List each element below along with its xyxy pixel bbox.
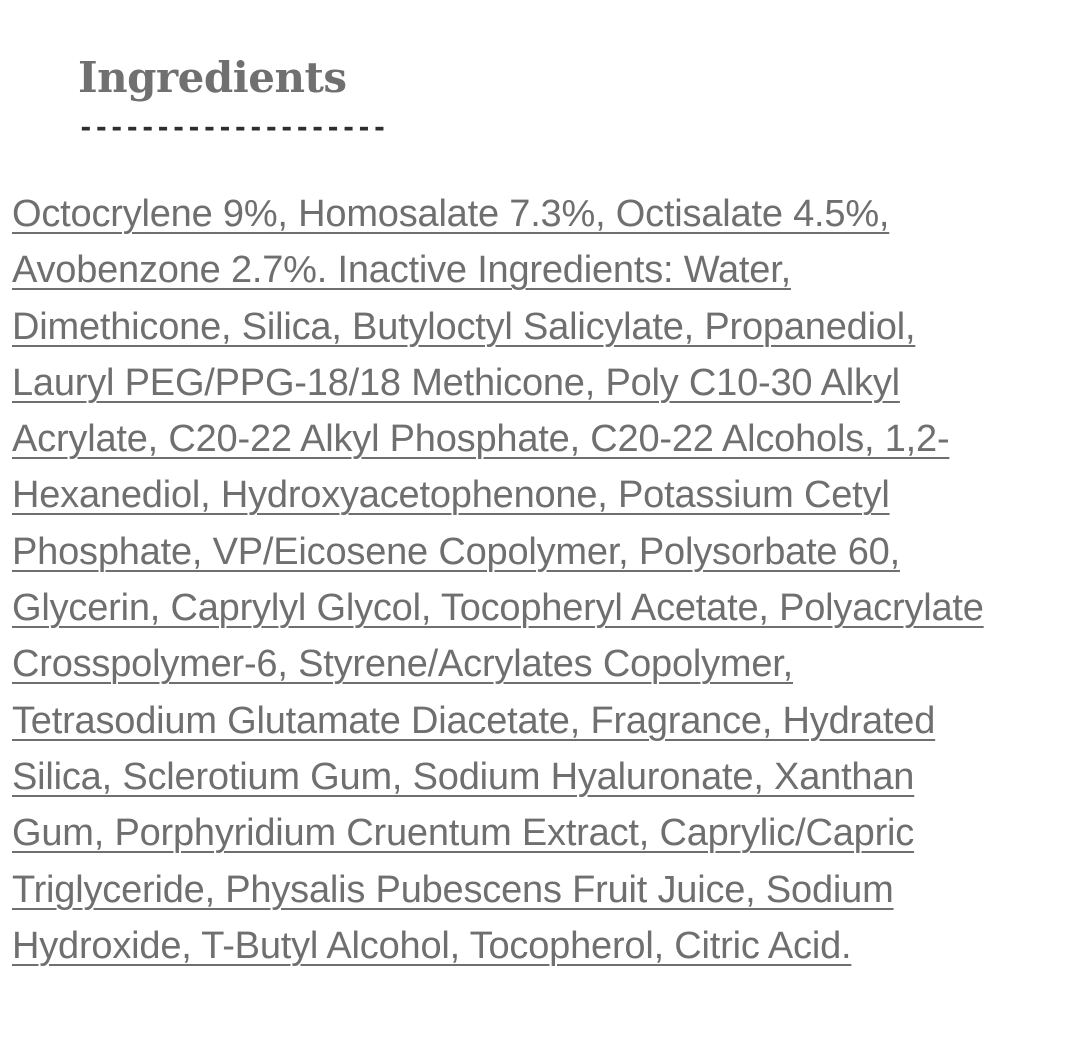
ingredients-line[interactable]: Phosphate, VP/Eicosene Copolymer, Polysorbate 60, xyxy=(12,530,900,573)
ingredients-line[interactable]: Octocrylene 9%, Homosalate 7.3%, Octisalate 4.5%, xyxy=(12,193,890,235)
ingredients-line[interactable]: Crosspolymer-6, Styrene/Acrylates Copolymer, xyxy=(12,643,794,686)
heading-divider: -------------------- xyxy=(78,113,388,143)
ingredients-line[interactable]: Acrylate, C20-22 Alkyl Phosphate, C20-22 Alcohols, 1,2- xyxy=(12,418,950,461)
ingredients-line[interactable]: Triglyceride, Physalis Pubescens Fruit Juice, Sodium xyxy=(12,868,894,911)
ingredients-line[interactable]: Glycerin, Caprylyl Glycol, Tocopheryl Acetate, Polyacrylate xyxy=(12,587,984,630)
ingredients-line[interactable]: Tetrasodium Glutamate Diacetate, Fragrance, Hydrated xyxy=(12,699,936,742)
ingredients-line[interactable]: Hexanediol, Hydroxyacetophenone, Potassium Cetyl xyxy=(12,474,890,517)
ingredients-line[interactable]: Gum, Porphyridium Cruentum Extract, Caprylic/Capric xyxy=(12,812,915,855)
ingredients-line[interactable]: Avobenzone 2.7%. Inactive Ingredients: Water, xyxy=(12,249,791,292)
ingredients-line[interactable]: Hydroxide, T-Butyl Alcohol, Tocopherol, Citric Acid. xyxy=(12,924,852,967)
ingredients-heading: Ingredients xyxy=(78,53,347,102)
ingredients-line[interactable]: Dimethicone, Silica, Butyloctyl Salicylate, Propanediol, xyxy=(12,305,916,348)
ingredients-line[interactable]: Lauryl PEG/PPG-18/18 Methicone, Poly C10-30 Alkyl xyxy=(12,361,900,404)
ingredients-line[interactable]: Silica, Sclerotium Gum, Sodium Hyaluronate, Xanthan xyxy=(12,755,915,798)
ingredients-list xyxy=(12,186,1074,974)
